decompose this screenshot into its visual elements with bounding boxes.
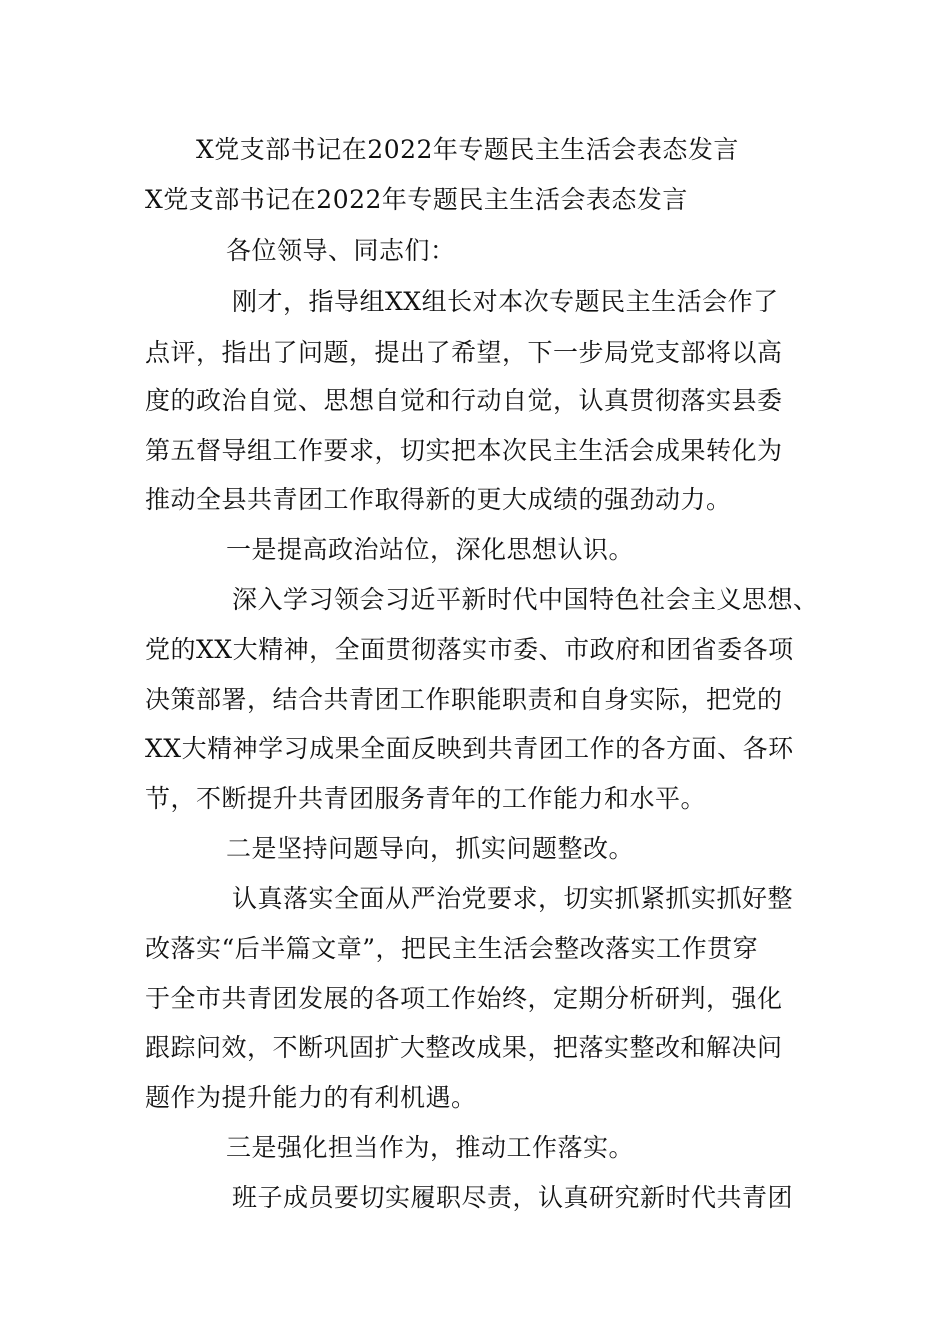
paragraph-3-line: 认真落实全面从严治党要求，切实抓紧抓实抓好整 bbox=[232, 884, 794, 913]
paragraph-2-line: 党的XX大精神，全面贯彻落实市委、市政府和团省委各项 bbox=[145, 635, 794, 664]
document-title-centered: X党支部书记在2022年专题民主生活会表态发言 bbox=[196, 135, 739, 164]
paragraph-2-line: XX大精神学习成果全面反映到共青团工作的各方面、各环 bbox=[145, 734, 794, 763]
section-heading-2: 二是坚持问题导向，抓实问题整改。 bbox=[226, 834, 635, 863]
paragraph-2-line: 深入学习领会习近平新时代中国特色社会主义思想、 bbox=[232, 585, 819, 614]
paragraph-1-line: 第五督导组工作要求，切实把本次民主生活会成果转化为 bbox=[145, 436, 783, 465]
salutation: 各位领导、同志们： bbox=[226, 236, 456, 265]
paragraph-3-line: 改落实“后半篇文章”，把民主生活会整改落实工作贯穿 bbox=[145, 934, 759, 963]
section-heading-1: 一是提高政治站位，深化思想认识。 bbox=[226, 535, 635, 564]
paragraph-3-line: 跟踪问效，不断巩固扩大整改成果，把落实整改和解决问 bbox=[145, 1033, 783, 1062]
paragraph-3-line: 题作为提升能力的有利机遇。 bbox=[145, 1083, 477, 1112]
paragraph-1-line: 点评，指出了问题，提出了希望，下一步局党支部将以高 bbox=[145, 338, 783, 367]
document-title-left: X党支部书记在2022年专题民主生活会表态发言 bbox=[145, 185, 688, 214]
section-heading-3: 三是强化担当作为，推动工作落实。 bbox=[226, 1133, 635, 1162]
paragraph-2-line: 节，不断提升共青团服务青年的工作能力和水平。 bbox=[145, 784, 707, 813]
paragraph-1-line: 刚才，指导组XX组长对本次专题民主生活会作了 bbox=[232, 287, 779, 316]
paragraph-2-line: 决策部署，结合共青团工作职能职责和自身实际，把党的 bbox=[145, 685, 783, 714]
paragraph-4-line: 班子成员要切实履职尽责，认真研究新时代共青团 bbox=[232, 1183, 794, 1212]
paragraph-1-line: 度的政治自觉、思想自觉和行动自觉，认真贯彻落实县委 bbox=[145, 386, 783, 415]
paragraph-1-line: 推动全县共青团工作取得新的更大成绩的强劲动力。 bbox=[145, 485, 732, 514]
paragraph-3-line: 于全市共青团发展的各项工作始终，定期分析研判，强化 bbox=[145, 984, 783, 1013]
